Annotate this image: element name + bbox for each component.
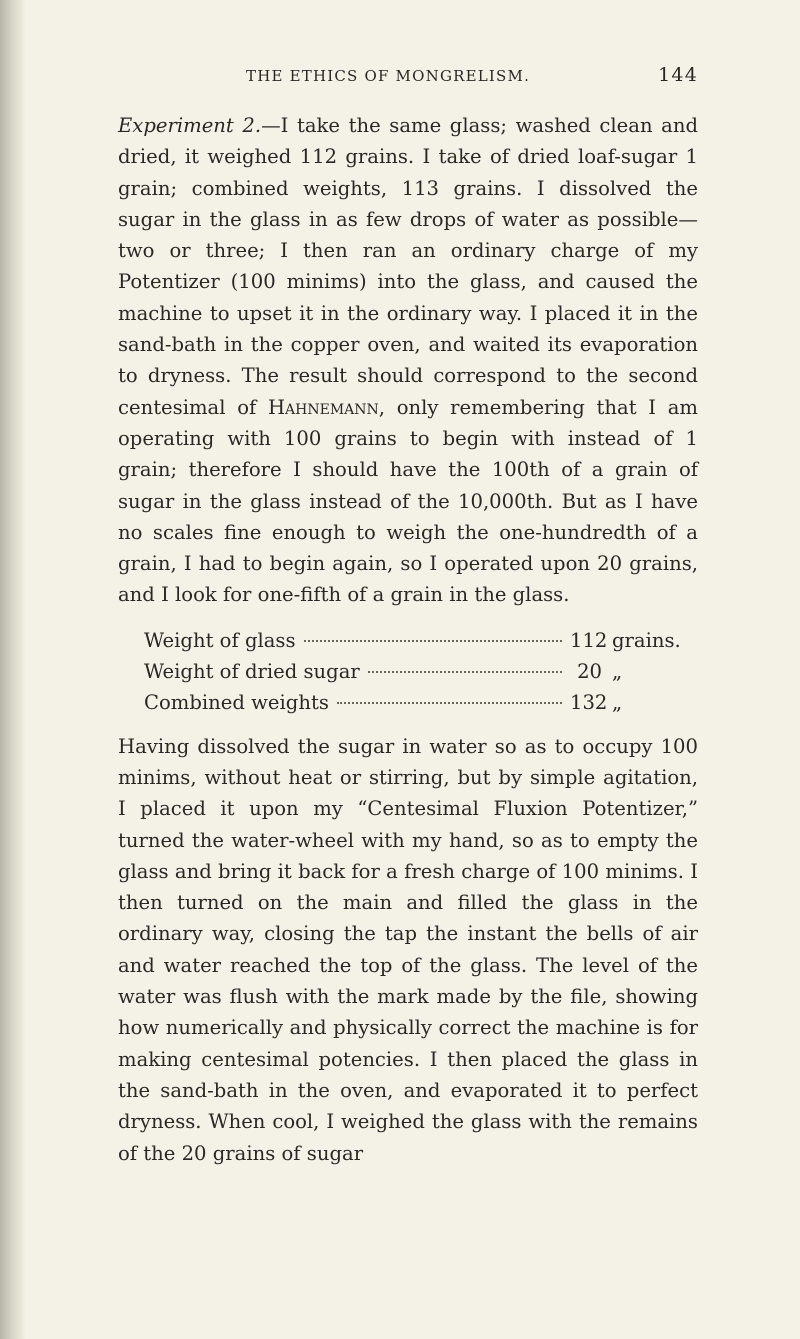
row-label: Weight of glass — [144, 628, 296, 652]
dot-leader — [368, 671, 562, 673]
row-label: Combined weights — [144, 691, 329, 715]
paragraph-text: , only remembering that I am operating with 100 grains to begin with instead of 1 grain; therefore I should have the 100th of a grain of sugar in the glass instead of the 10,000th. But as I have no scales fine enough to weigh the one-hundredth of a grain, I had to begin again, so I operated upon 20 grains, and I look for one-fifth of a grain in the glass. — [118, 395, 698, 607]
page-number: 144 — [658, 64, 698, 86]
weights-table — [144, 625, 684, 719]
dot-leader — [337, 702, 562, 704]
page-spine-shadow — [0, 0, 26, 1339]
row-label: Weight of dried sugar — [144, 660, 360, 684]
row-unit: „ — [612, 660, 623, 684]
experiment-heading: Experiment 2. — [118, 114, 262, 137]
page-body — [118, 110, 698, 1169]
author-name: Hahnemann — [267, 395, 379, 419]
row-value: 132 — [570, 691, 608, 715]
row-unit: „ — [612, 691, 623, 715]
table-row — [144, 625, 684, 656]
table-row — [144, 687, 684, 718]
running-title: THE ETHICS OF MONGRELISM. — [246, 67, 531, 85]
paragraph-experiment-2 — [118, 110, 698, 611]
row-unit: grains. — [612, 628, 681, 652]
row-value: 112 — [570, 628, 608, 652]
paragraph-procedure: Having dissolved the sugar in water so as to occupy 100 minims, without heat or stirring, but by simple agitation, I placed it upon my “Centesimal Fluxion Potentizer,” turned the water-wheel with my hand, so as to empty the glass and bring it back for a fresh charge of 100 minims. I then turned on the main and filled the glass in the ordinary way, closing the tap the instant the bells of air and water reached the top of the glass. The level of the water was flush with the mark made by the file, showing how numerically and physically correct the machine is for making centesimal potencies. I then placed the glass in the sand-bath in the oven, and evaporated it to perfect dryness. When cool, I weighed the glass with the remains of the 20 grains of sugar — [118, 734, 698, 1165]
page-header — [118, 64, 698, 88]
paragraph-text: —I take the same glass; washed clean and dried, it weighed 112 grains. I take of dried loaf-sugar 1 grain; combined weights, 113 grains. I dissolved the sugar in the glass in as few drops of water as possible—two or three; I then ran an ordinary charge of my Potentizer (100 minims) into the glass, and caused the machine to upset it in the ordinary way. I placed it in the sand-bath in the copper oven, and waited its evaporation to dryness. The result should correspond to the second centesimal of — [118, 114, 698, 419]
table-row — [144, 656, 684, 687]
row-value: 20 — [577, 660, 602, 684]
dot-leader — [304, 640, 562, 642]
